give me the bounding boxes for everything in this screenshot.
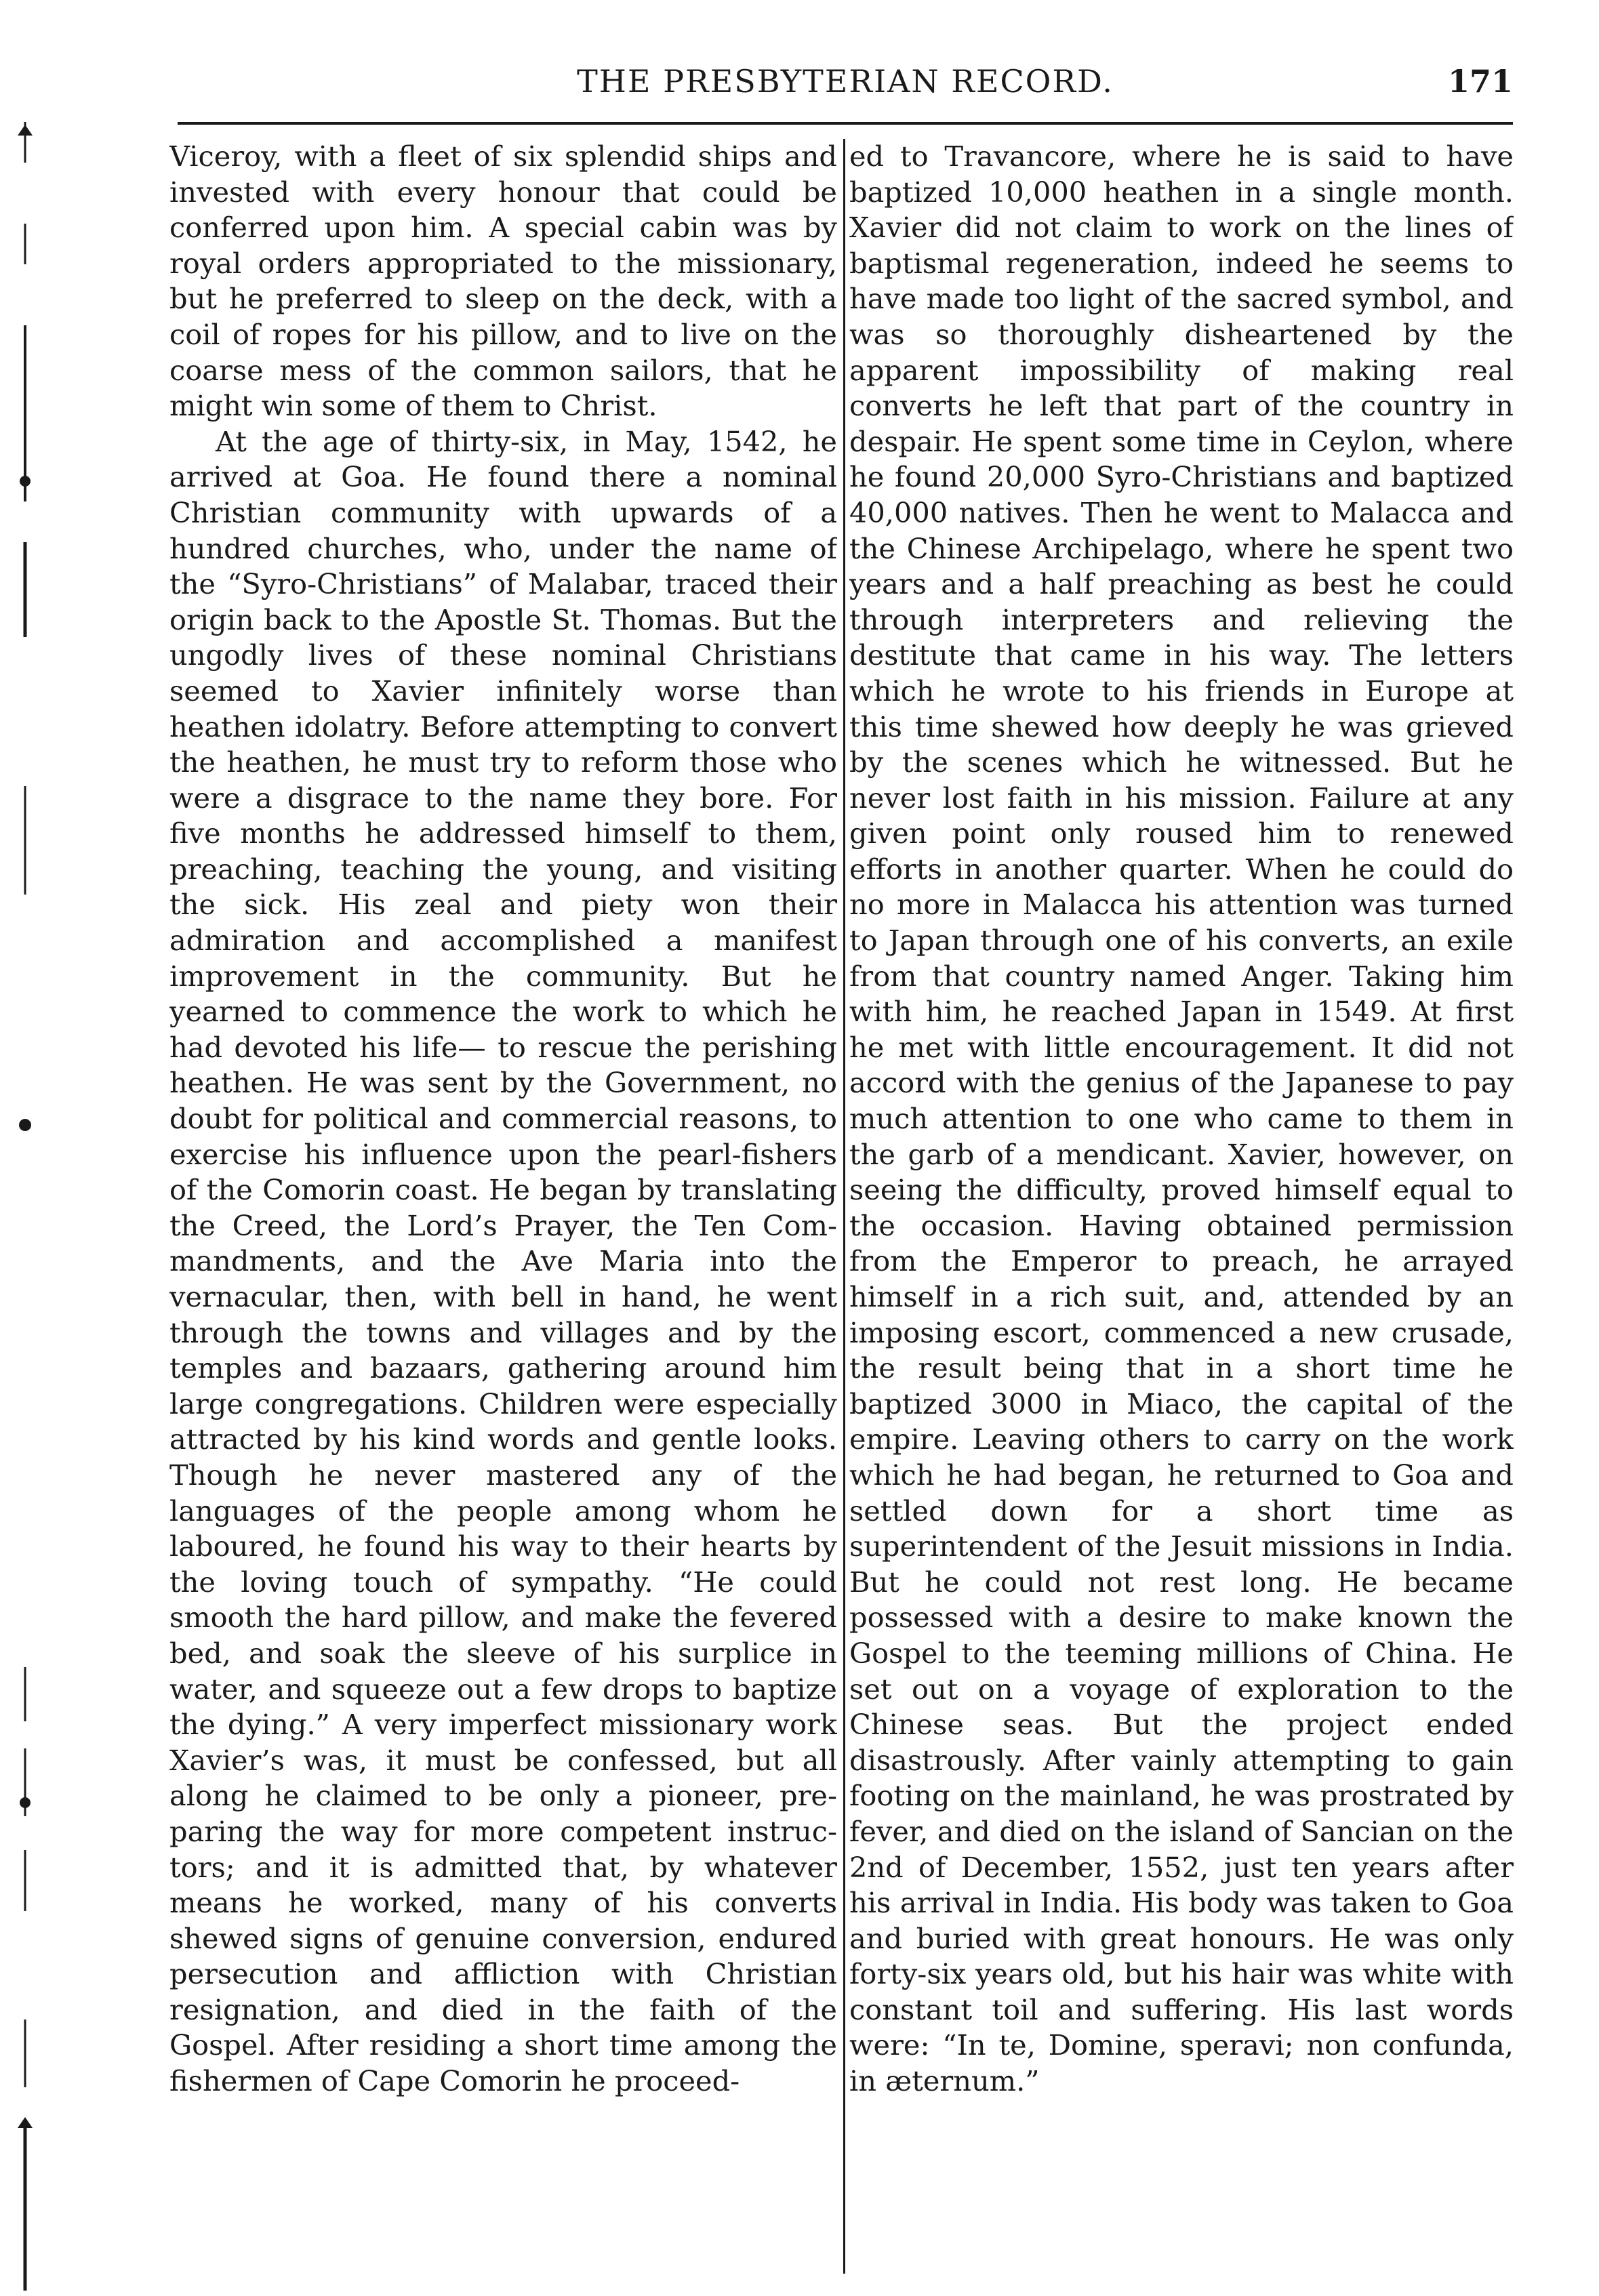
column-divider <box>843 139 845 2274</box>
running-title: THE PRESBYTERIAN RECORD. <box>577 63 1114 100</box>
left-paragraph-1: Viceroy, with a fleet of six splendid ships and invested with every honour that could be conferred upon him. A special cabin was by royal orders appropriated to the missionary, but he preferred to sleep on the deck, with a coil of ropes for his pillow, and to live on the coarse mess of the common sailors, that he might win some of them to Christ. <box>169 140 837 423</box>
header-rule <box>178 122 1513 125</box>
binding-edge-marks <box>15 122 35 2291</box>
page-number: 171 <box>1447 63 1513 100</box>
page-header <box>178 61 1513 108</box>
left-column <box>169 139 837 2287</box>
right-column <box>849 139 1514 2287</box>
right-paragraph-1: ed to Travancore, where he is said to have baptized 10,000 heathen in a single month. Xavier did not claim to work on the lines of baptismal regeneration, indeed he seems to have made too light of the sacred symbol, and was so thoroughly disheartened by the apparent impossibility of making real converts he left that part of the country in despair. He spent some time in Ceylon, where he found 20,000 Syro-Christians and baptized 40,000 natives. Then he went to Malacca and the Chinese Archipelago, where he spent two years and a half preaching as best he could through interpreters and relieving the destitute that came in his way. The letters which he wrote to his friends in Europe at this time shewed how deeply he was grieved by the scenes which he witnessed. But he never lost faith in his mission. Failure at any given point only roused him to renewed efforts in another quarter. When he could do no more in Malacca his attention was turned to Japan through one of his converts, an exile from that country named Anger. Taking him with him, he reached Japan in 1549. At first he met with little encouragement. It did not accord with the genius of the Japanese to pay much attention to one who came to them in the garb of a mendicant. Xavier, however, on seeing the difficulty, proved himself equal to the occasion. Having obtained permission from the Emperor to preach, he arrayed himself in a rich suit, and, attended by an imposing escort, commenced a new crusade, the result being that in a short time he baptized 3000 in Miaco, the capital of the empire. Leaving others to carry on the work which he had began, he returned to Goa and settled down for a short time as superintendent of the Jesuit missions in India. But he could not rest long. He became possessed with a desire to make known the Gospel to the teeming millions of China. He set out on a voyage of exploration to the Chinese seas. But the project ended disastrously. After vainly attempting to gain footing on the mainland, he was prostrated by fever, and died on the island of Sancian on the 2nd of December, 1552, just ten years after his arrival in India. His body was taken to Goa and buried with great honours. He was only forty-six years old, but his hair was white with constant toil and suffering. His last words were: “In te, Domine, speravi; non confunda, in æternum.” <box>849 140 1514 2098</box>
left-paragraph-2: At the age of thirty-six, in May, 1542, he arrived at Goa. He found there a nominal Christian community with upwards of a hundred churches, who, under the name of the “Syro-Christians” of Malabar, traced their origin back to the Apostle St. Thomas. But the ungodly lives of these nominal Christians seemed to Xavier infinitely worse than heathen idolatry. Before attempting to convert the heathen, he must try to reform those who were a disgrace to the name they bore. For five months he addressed himself to them, preaching, teaching the young, and visiting the sick. His zeal and piety won their admiration and accomplished a manifest improvement in the community. But he yearned to commence the work to which he had devoted his life— to rescue the perishing heathen. He was sent by the Government, no doubt for political and commercial reasons, to exercise his influence upon the pearl-fishers of the Comorin coast. He began by translating the Creed, the Lord’s Prayer, the Ten Commandments, and the Ave Maria into the vernacular, then, with bell in hand, he went through the towns and villages and by the temples and bazaars, gathering around him large congregations. Children were especially attracted by his kind words and gentle looks. Though he never mastered any of the languages of the people among whom he laboured, he found his way to their hearts by the loving touch of sympathy. “He could smooth the hard pillow, and make the fevered bed, and soak the sleeve of his surplice in water, and squeeze out a few drops to baptize the dying.” A very imperfect missionary work Xavier’s was, it must be confessed, but all along he claimed to be only a pioneer, preparing the way for more competent instructors; and it is admitted that, by whatever means he worked, many of his converts shewed signs of genuine conversion, endured persecution and affliction with Christian resignation, and died in the faith of the Gospel. After residing a short time among the fishermen of Cape Comorin he proceed- <box>169 424 837 2098</box>
